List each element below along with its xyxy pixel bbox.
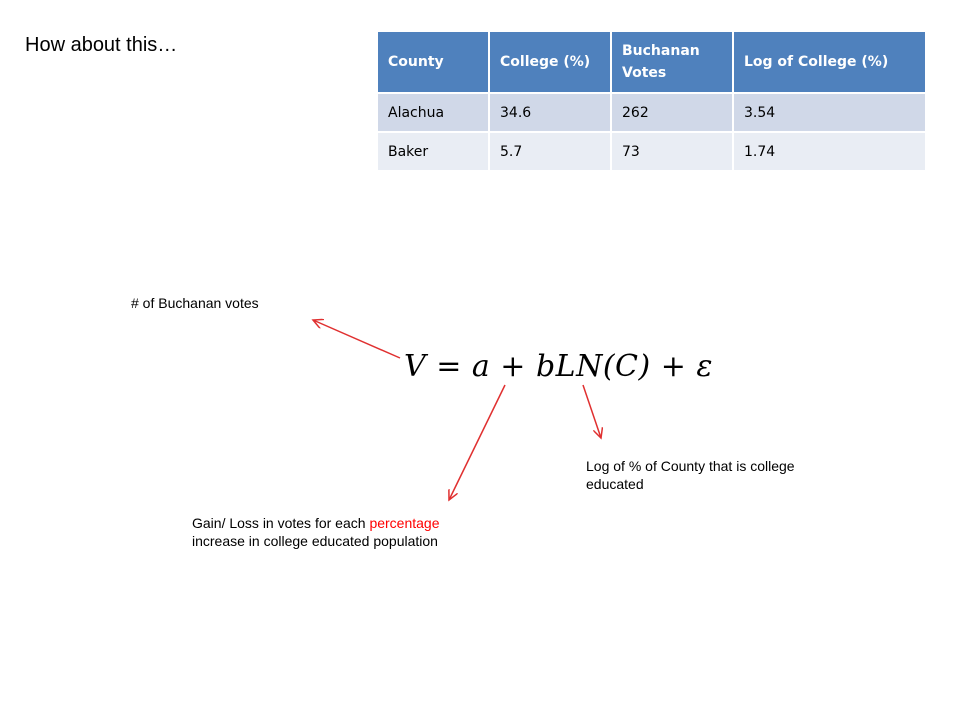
arrow-to-votes-label (313, 320, 400, 358)
table-header: Log of College (%) (733, 31, 926, 93)
gain-text-highlight: percentage (369, 515, 440, 531)
table-cell: Alachua (377, 93, 489, 132)
table-header: College (%) (489, 31, 611, 93)
regression-formula: V = a + bLN(C) + ε (404, 349, 714, 384)
annotation-gain-loss (192, 514, 462, 550)
arrow-to-gain-label (449, 385, 505, 500)
gain-text-start: Gain/ Loss in votes for each (192, 515, 370, 531)
table-header: Buchanan Votes (611, 31, 733, 93)
table-cell: 34.6 (489, 93, 611, 132)
arrow-to-log-label (583, 385, 601, 438)
gain-text-end: increase in college educated population (192, 533, 438, 549)
table-cell: 73 (611, 132, 733, 171)
table-cell: 3.54 (733, 93, 926, 132)
table-header: County (377, 31, 489, 93)
table-cell: 5.7 (489, 132, 611, 171)
annotation-buchanan-votes: # of Buchanan votes (131, 295, 259, 311)
table-cell: Baker (377, 132, 489, 171)
table-cell: 1.74 (733, 132, 926, 171)
annotation-log-college: Log of % of County that is college educated (586, 458, 795, 492)
table-cell: 262 (611, 93, 733, 132)
slide-title: How about this… (25, 34, 178, 56)
